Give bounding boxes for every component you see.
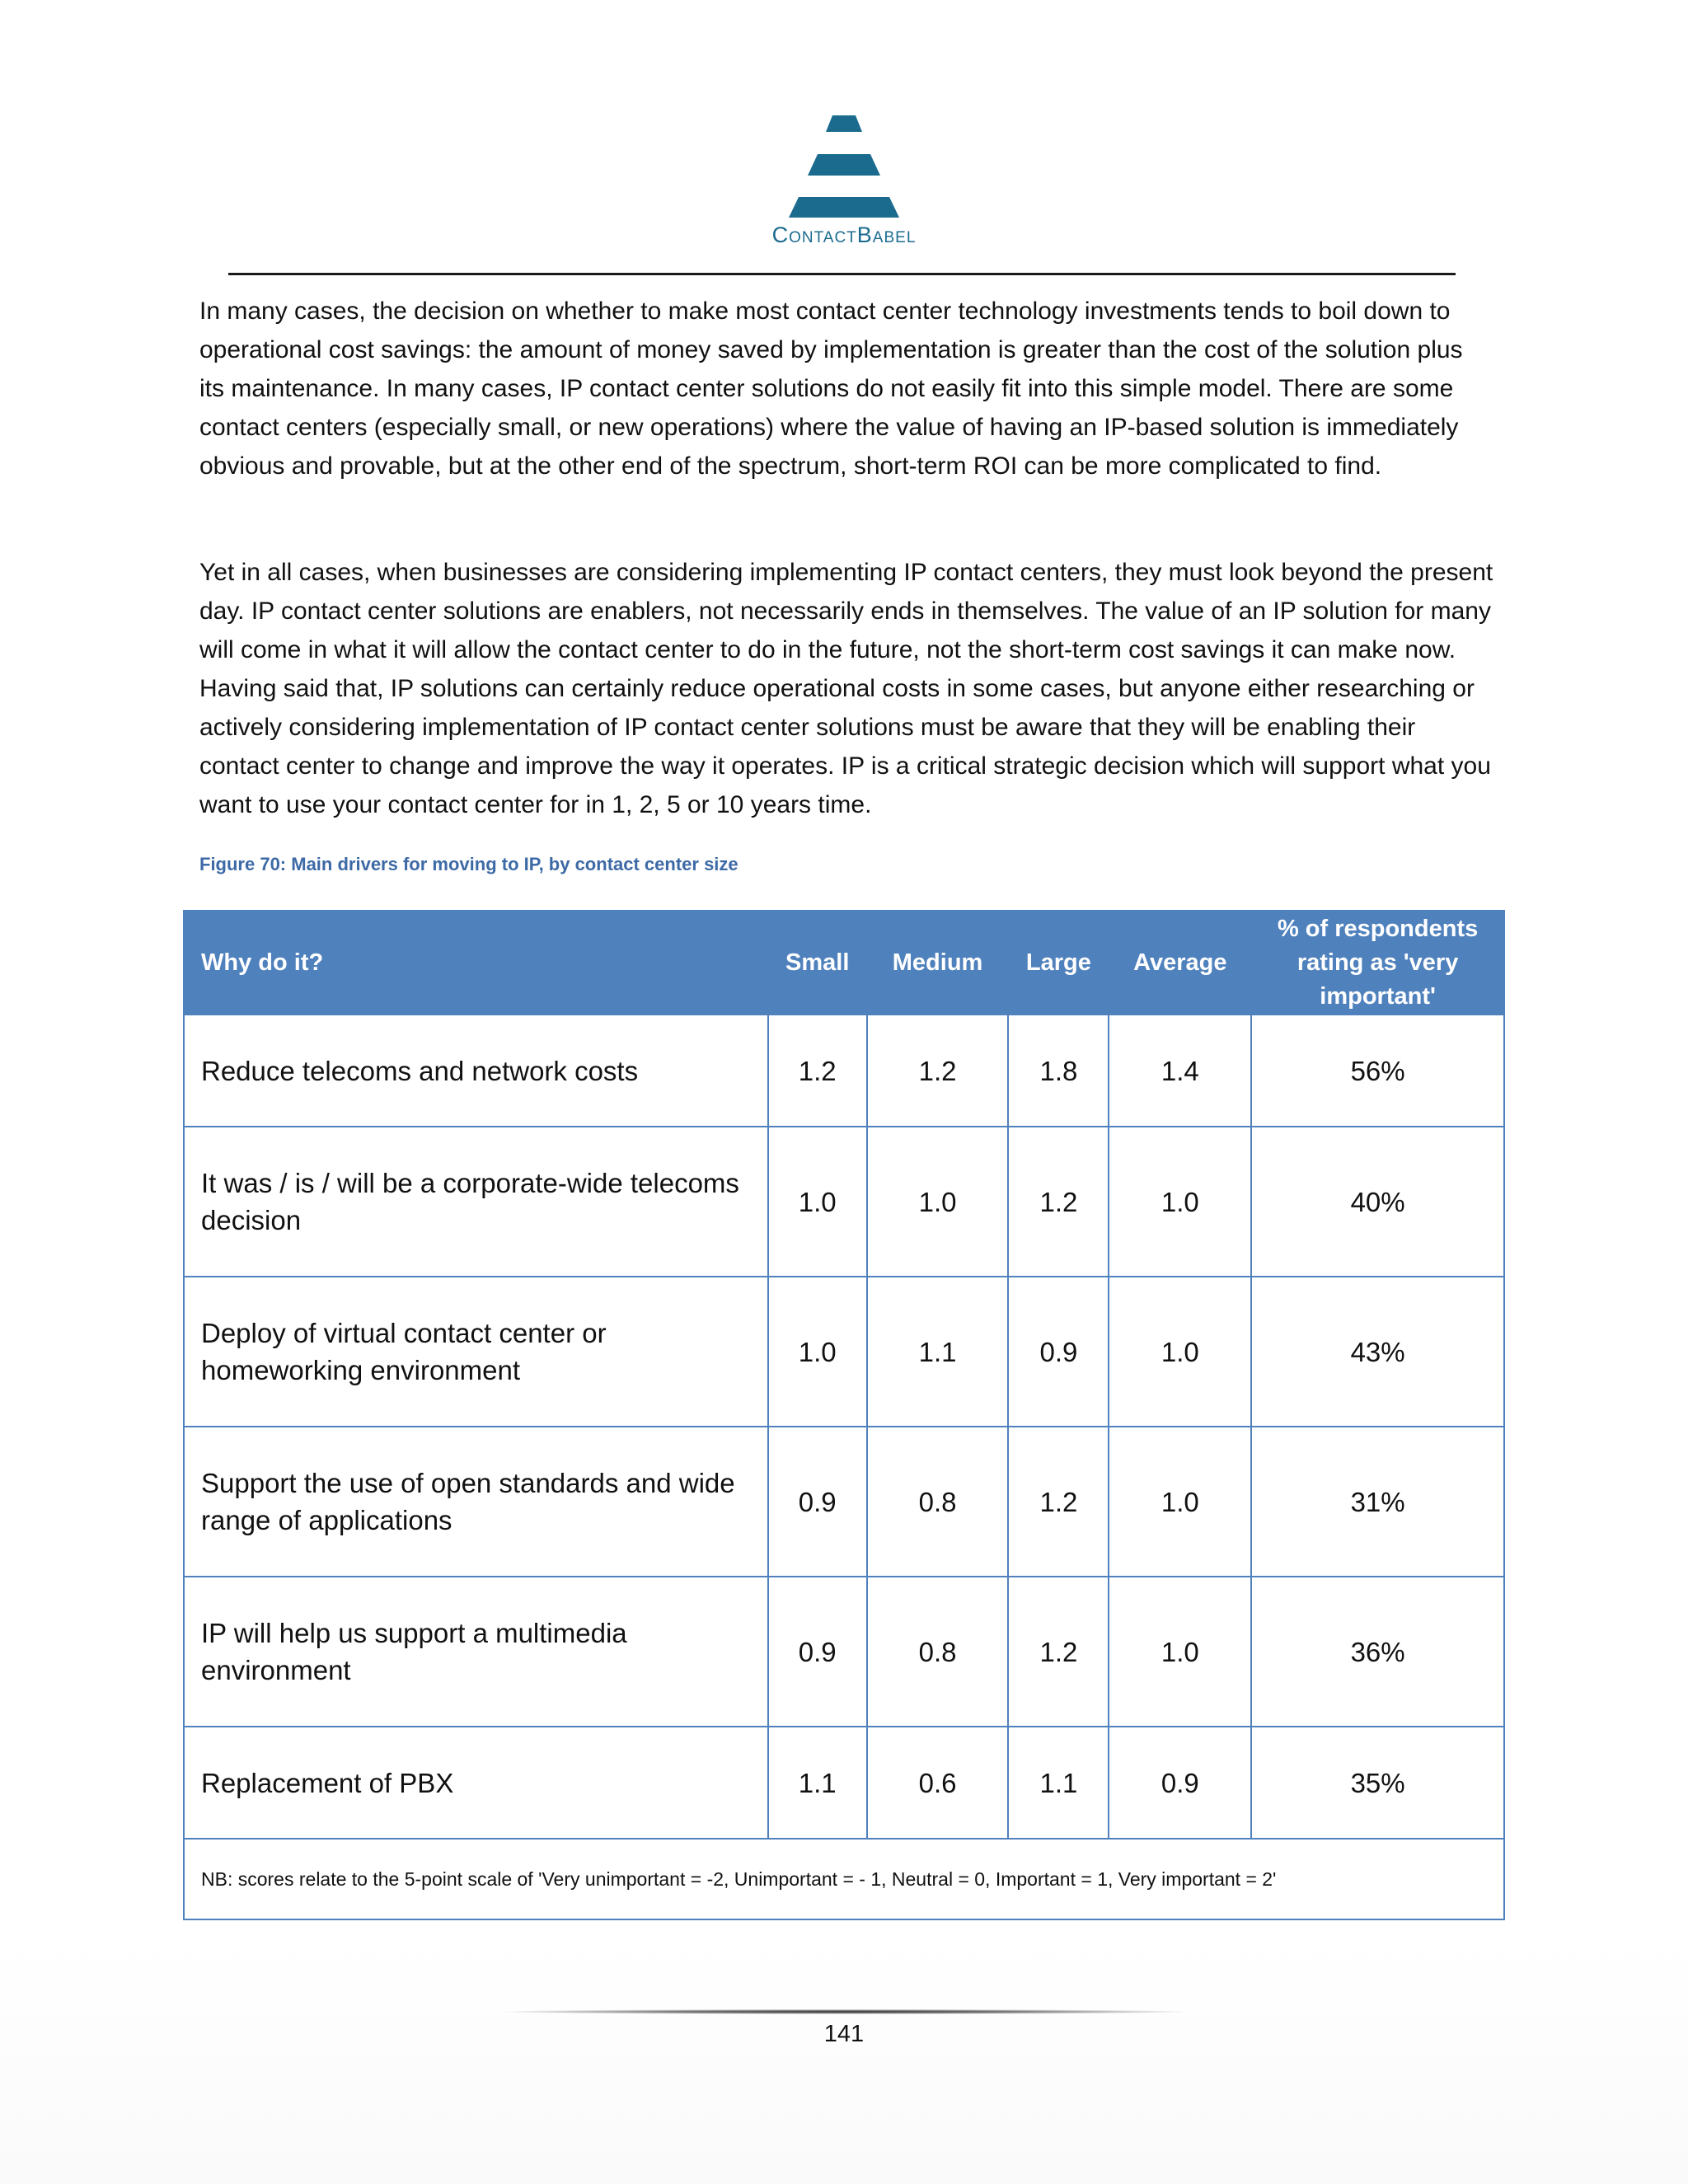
small-score: 1.2 — [768, 1015, 867, 1127]
driver-label: It was / is / will be a corporate-wide telecoms decision — [184, 1127, 768, 1277]
pct-very-important: 43% — [1251, 1277, 1504, 1427]
medium-score: 1.2 — [867, 1015, 1009, 1127]
pct-very-important: 35% — [1251, 1727, 1504, 1839]
medium-score: 0.8 — [867, 1577, 1009, 1727]
small-score: 0.9 — [768, 1577, 867, 1727]
large-score: 1.2 — [1008, 1427, 1109, 1577]
paragraph-2: Yet in all cases, when businesses are considering implementing IP contact centers, they must look beyond the present day. IP contact center solutions are enablers, not necessarily ends in themselves. The value of an IP solution for many will come in what it will allow the contact center to do in the future, not the short-term cost savings it can make now. Having said that, IP solutions can certainly reduce operational costs in some cases, but anyone either researching or actively considering implementation of IP contact center solutions must be aware that they will be enabling their contact center to change and improve the way it operates. IP is a critical strategic decision which will support what you want to use your contact center for in 1, 2, 5 or 10 years time. — [199, 559, 1493, 818]
medium-score: 1.1 — [867, 1277, 1009, 1427]
small-score: 1.0 — [768, 1127, 867, 1277]
small-score: 1.1 — [768, 1727, 867, 1839]
pct-very-important: 56% — [1251, 1015, 1504, 1127]
driver-label: Replacement of PBX — [184, 1727, 768, 1839]
table-row — [184, 1427, 1504, 1577]
page-footer-background — [0, 1937, 1688, 2184]
paragraph-1: In many cases, the decision on whether to make most contact center technology investments tends to boil down to operational cost savings: the amount of money saved by implementation is greater than the cost of the solution plus its maintenance. In many cases, IP contact center solutions do not easily fit into this simple model. There are some contact centers (especially small, or new operations) where the value of having an IP-based solution is immediately obvious and provable, but at the other end of the spectrum, short-term ROI can be more complicated to find. — [199, 298, 1463, 480]
large-score: 1.2 — [1008, 1127, 1109, 1277]
driver-label: Support the use of open standards and wide range of applications — [184, 1427, 768, 1577]
pct-very-important: 40% — [1251, 1127, 1504, 1277]
driver-label: Reduce telecoms and network costs — [184, 1015, 768, 1127]
medium-score: 1.0 — [867, 1127, 1009, 1277]
medium-score: 0.6 — [867, 1727, 1009, 1839]
small-score: 0.9 — [768, 1427, 867, 1577]
scale-note: NB: scores relate to the 5-point scale of 'Very unimportant = -2, Unimportant = - 1, Neutral = 0, Important = 1, Very important = 2' — [184, 1839, 1504, 1919]
figure-caption: Figure 70: Main drivers for moving to IP, by contact center size — [199, 854, 738, 874]
average-score: 1.0 — [1109, 1427, 1251, 1577]
medium-score: 0.8 — [867, 1427, 1009, 1577]
header-pct-very-important: % of respondents rating as 'very important' — [1251, 911, 1504, 1015]
small-score: 1.0 — [768, 1277, 867, 1427]
footer-divider — [503, 2009, 1187, 2014]
logo-wordmark: ContactBabel — [771, 223, 917, 247]
large-score: 1.2 — [1008, 1577, 1109, 1727]
average-score: 0.9 — [1109, 1727, 1251, 1839]
pyramid-logo-icon — [762, 115, 926, 218]
table-row — [184, 1127, 1504, 1277]
average-score: 1.0 — [1109, 1277, 1251, 1427]
average-score: 1.0 — [1109, 1127, 1251, 1277]
large-score: 0.9 — [1008, 1277, 1109, 1427]
header-divider — [228, 273, 1456, 275]
table-row — [184, 1277, 1504, 1427]
drivers-table — [183, 910, 1505, 1920]
table-row — [184, 1727, 1504, 1839]
header-small: Small — [768, 911, 867, 1015]
contactbabel-logo — [0, 115, 1688, 248]
pct-very-important: 36% — [1251, 1577, 1504, 1727]
table-row — [184, 1015, 1504, 1127]
large-score: 1.8 — [1008, 1015, 1109, 1127]
average-score: 1.4 — [1109, 1015, 1251, 1127]
table-note-row — [184, 1839, 1504, 1919]
header-large: Large — [1008, 911, 1109, 1015]
driver-label: IP will help us support a multimedia environment — [184, 1577, 768, 1727]
page-number: 141 — [823, 2021, 865, 2047]
large-score: 1.1 — [1008, 1727, 1109, 1839]
driver-label: Deploy of virtual contact center or homeworking environment — [184, 1277, 768, 1427]
table-row — [184, 1577, 1504, 1727]
pct-very-important: 31% — [1251, 1427, 1504, 1577]
average-score: 1.0 — [1109, 1577, 1251, 1727]
table-header-row — [184, 911, 1504, 1015]
header-medium: Medium — [867, 911, 1009, 1015]
header-why: Why do it? — [184, 911, 768, 1015]
header-average: Average — [1109, 911, 1251, 1015]
